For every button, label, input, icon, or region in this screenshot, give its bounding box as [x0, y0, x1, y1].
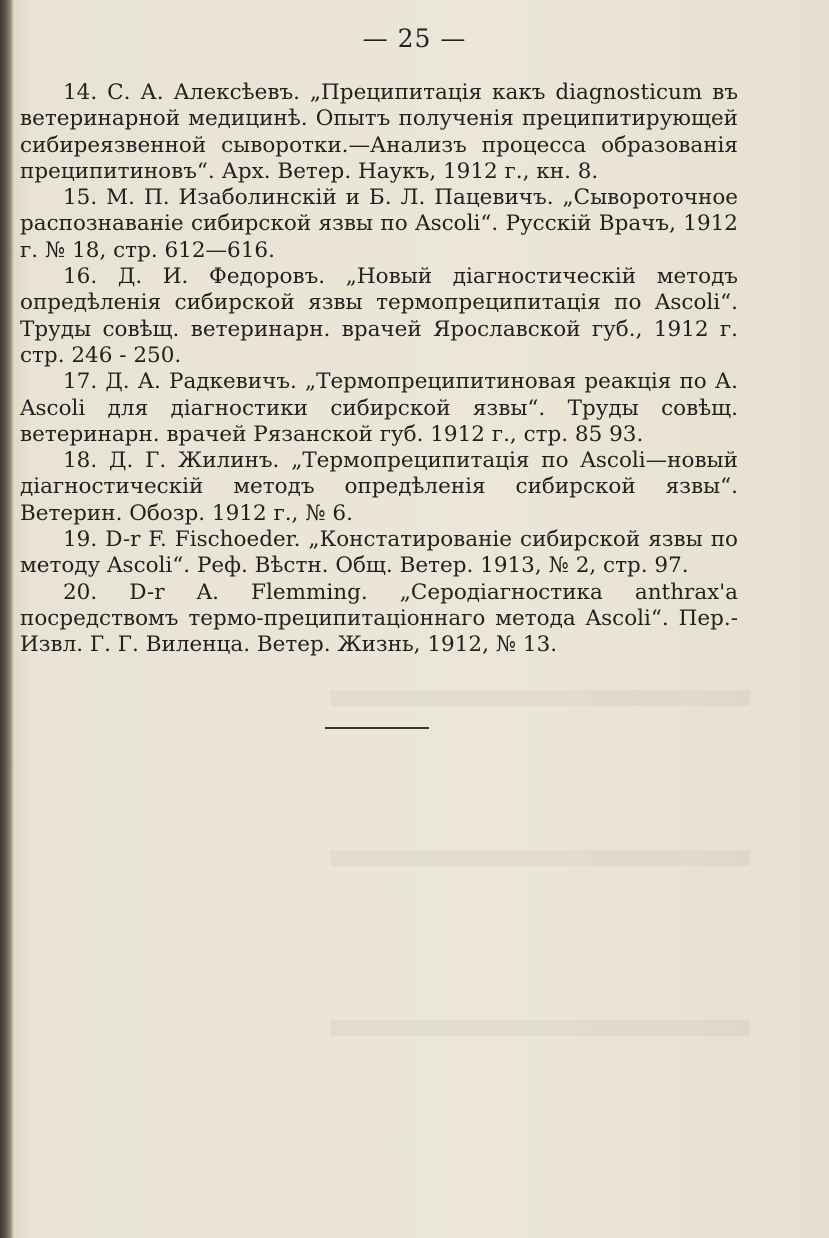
- bleed-through-shadow: [330, 850, 750, 866]
- reference-item: 17. Д. А. Радкевичъ. „Термопреципитиновая реакція по А. Ascoli для діагностики сибирской язвы“. Труды совѣщ. ветеринарн. врачей Рязанской губ. 1912 г., стр. 85 93.: [20, 369, 738, 447]
- end-rule: [325, 727, 429, 729]
- bleed-through-shadow: [330, 1020, 750, 1036]
- reference-item: 19. D-r F. Fischoeder. „Констатированіе сибирской язвы по методу Ascoli“. Реф. Вѣстн. Общ. Ветер. 1913, № 2, стр. 97.: [20, 527, 738, 579]
- reference-item: 18. Д. Г. Жилинъ. „Термопреципитація по Ascoli—новый діагностическій методъ опредѣленія сибирской язвы“. Ветерин. Обозр. 1912 г., № 6.: [20, 448, 738, 526]
- page-number: — 25 —: [362, 24, 467, 53]
- reference-item: 16. Д. И. Федоровъ. „Новый діагностическій методъ опредѣленія сибирской язвы термопреципитація по Ascoli“. Труды совѣщ. ветеринарн. врачей Ярославской губ., 1912 г. стр. 246 - 250.: [20, 264, 738, 368]
- binding-edge: [0, 0, 14, 1238]
- reference-item: 15. М. П. Изаболинскій и Б. Л. Пацевичъ. „Сывороточное распознаваніе сибирской язвы по Ascoli“. Русскій Врачъ, 1912 г. № 18, стр. 612—616.: [20, 185, 738, 263]
- reference-list: [20, 80, 738, 659]
- reference-item: 14. С. А. Алексѣевъ. „Преципитація какъ diagnosticum въ ветеринарной медицинѣ. Опытъ полученія преципитирующей сибиреязвенной сыворотки.—Анализъ процесса образованія преципитиновъ“. Арх. Ветер. Наукъ, 1912 г., кн. 8.: [20, 80, 738, 184]
- reference-item: 20. D-r A. Flemming. „Серодіагностика anthrax'а посредствомъ термо-преципитаціоннаго метода Ascoli“. Пер.-Извл. Г. Г. Виленца. Ветер. Жизнь, 1912, № 13.: [20, 579, 738, 658]
- bleed-through-shadow: [330, 690, 750, 706]
